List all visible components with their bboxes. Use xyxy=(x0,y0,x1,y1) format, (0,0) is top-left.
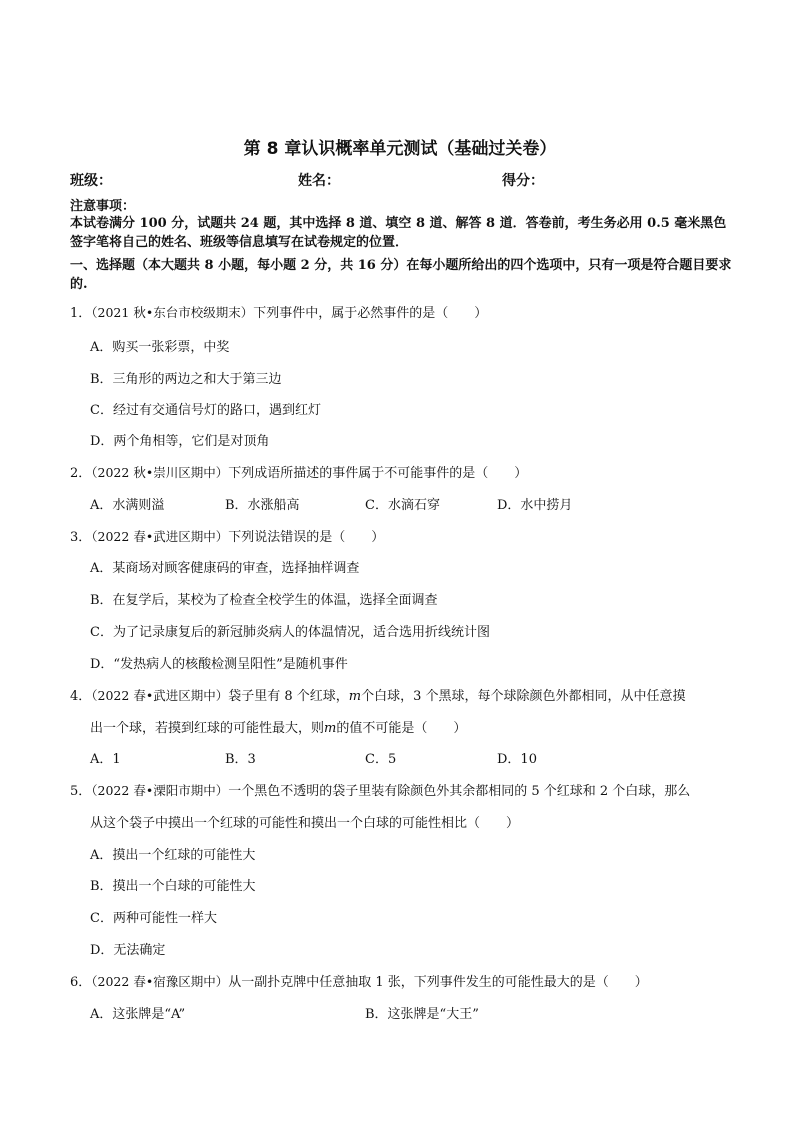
option-a[interactable]: A．1 xyxy=(90,752,121,767)
option-b[interactable]: B．三角形的两边之和大于第三边 xyxy=(90,372,282,387)
question-stem-line-cont: 的值不可能是（ ） xyxy=(336,721,467,736)
option-a[interactable]: A．购买一张彩票，中奖 xyxy=(90,340,230,355)
question-1 xyxy=(70,302,730,321)
option-d[interactable]: D．10 xyxy=(497,752,537,767)
notice-title: 注意事项： xyxy=(70,199,136,214)
student-info-row xyxy=(70,170,730,192)
option-c[interactable]: C．水滴石穿 xyxy=(365,498,440,513)
question-stem: 下列事件中，属于必然事件的是（ ） xyxy=(253,306,488,321)
option-b[interactable]: B．在复学后，某校为了检查全校学生的体温，选择全面调查 xyxy=(90,593,438,608)
option-c[interactable]: C．为了记录康复后的新冠肺炎病人的体温情况，适合选用折线统计图 xyxy=(90,625,490,640)
class-field xyxy=(70,170,112,190)
question-4-line-2 xyxy=(90,717,750,736)
option-a[interactable]: A．水满则溢 xyxy=(90,498,165,513)
question-stem: 袋子里有 8 个红球， xyxy=(228,689,349,704)
question-number: 5． xyxy=(70,784,92,799)
option-d[interactable]: D．两个角相等，它们是对顶角 xyxy=(90,434,270,449)
variable-m: m xyxy=(348,689,362,704)
option-b[interactable]: B．3 xyxy=(225,752,256,767)
option-a[interactable]: A．某商场对顾客健康码的审查，选择抽样调查 xyxy=(90,561,360,576)
question-source: （2022 春•武进区期中） xyxy=(91,529,229,544)
question-source: （2022 春•宿豫区期中） xyxy=(91,974,229,989)
name-label: 姓名： xyxy=(298,173,340,189)
option-a[interactable]: A．摸出一个红球的可能性大 xyxy=(90,848,256,863)
option-c[interactable]: C．两种可能性一样大 xyxy=(90,911,217,926)
option-b[interactable]: B．这张牌是“大王” xyxy=(365,1007,479,1022)
question-source: （2022 春•溧阳市期中） xyxy=(91,783,229,798)
question-source: （2022 秋•崇川区期中） xyxy=(91,465,229,480)
question-2 xyxy=(70,462,730,481)
option-d[interactable]: D．“发热病人的核酸检测呈阳性”是随机事件 xyxy=(90,657,348,672)
question-stem-cont: 个白球，3 个黑球，每个球除颜色外都相同，从中任意摸 xyxy=(361,689,686,704)
question-5 xyxy=(70,780,730,799)
question-stem-line: 出一个球，若摸到红球的可能性最大，则 xyxy=(90,721,325,736)
question-number: 1． xyxy=(70,306,92,321)
question-number: 2． xyxy=(70,466,92,481)
question-stem: 下列成语所描述的事件属于不可能事件的是（ ） xyxy=(228,466,528,481)
option-b[interactable]: B．水涨船高 xyxy=(225,498,300,513)
section-1-heading: 一、选择题（本大题共 8 小题，每小题 2 分，共 16 分） xyxy=(70,258,407,273)
option-c[interactable]: C．5 xyxy=(365,752,397,767)
section-1-header xyxy=(70,256,732,294)
score-label: 得分： xyxy=(502,173,544,189)
question-source: （2022 春•武进区期中） xyxy=(91,688,229,703)
question-4 xyxy=(70,685,730,704)
option-c[interactable]: C．经过有交通信号灯的路口，遇到红灯 xyxy=(90,403,321,418)
question-stem: 从一副扑克牌中任意抽取 1 张，下列事件发生的可能性最大的是（ ） xyxy=(228,975,648,990)
option-d[interactable]: D．无法确定 xyxy=(90,943,166,958)
class-label: 班级： xyxy=(70,173,112,189)
score-field xyxy=(502,170,544,190)
question-3 xyxy=(70,526,730,545)
option-a[interactable]: A．这张牌是“A” xyxy=(90,1007,186,1022)
question-source: （2021 秋•东台市校级期末） xyxy=(91,305,254,320)
question-6 xyxy=(70,971,730,990)
name-field xyxy=(298,170,340,190)
option-d[interactable]: D．水中捞月 xyxy=(497,498,573,513)
notice-text: 本试卷满分 100 分，试题共 24 题，其中选择 8 道、填空 8 道、解答 8 道．答卷前，考生务必用 0.5 毫米黑色签字笔将自己的姓名、班级等信息填写在试卷规定的位置． xyxy=(70,216,727,250)
variable-m: m xyxy=(324,721,337,736)
question-stem: 一个黑色不透明的袋子里装有除颜色外其余都相同的 5 个红球和 2 个白球，那么 xyxy=(228,784,691,799)
option-b[interactable]: B．摸出一个白球的可能性大 xyxy=(90,879,256,894)
section-1-instruction: 在每小题所给出的四个选项中，只有一项是符合题目要求的. xyxy=(70,258,732,292)
question-5-line-2: 从这个袋子中摸出一个红球的可能性和摸出一个白球的可能性相比（ ） xyxy=(90,816,520,831)
question-number: 3． xyxy=(70,530,92,545)
question-number: 4． xyxy=(70,689,92,704)
page-title: 第 8 章认识概率单元测试（基础过关卷） xyxy=(243,139,557,159)
question-stem: 下列说法错误的是（ ） xyxy=(228,530,385,545)
question-number: 6． xyxy=(70,975,92,990)
